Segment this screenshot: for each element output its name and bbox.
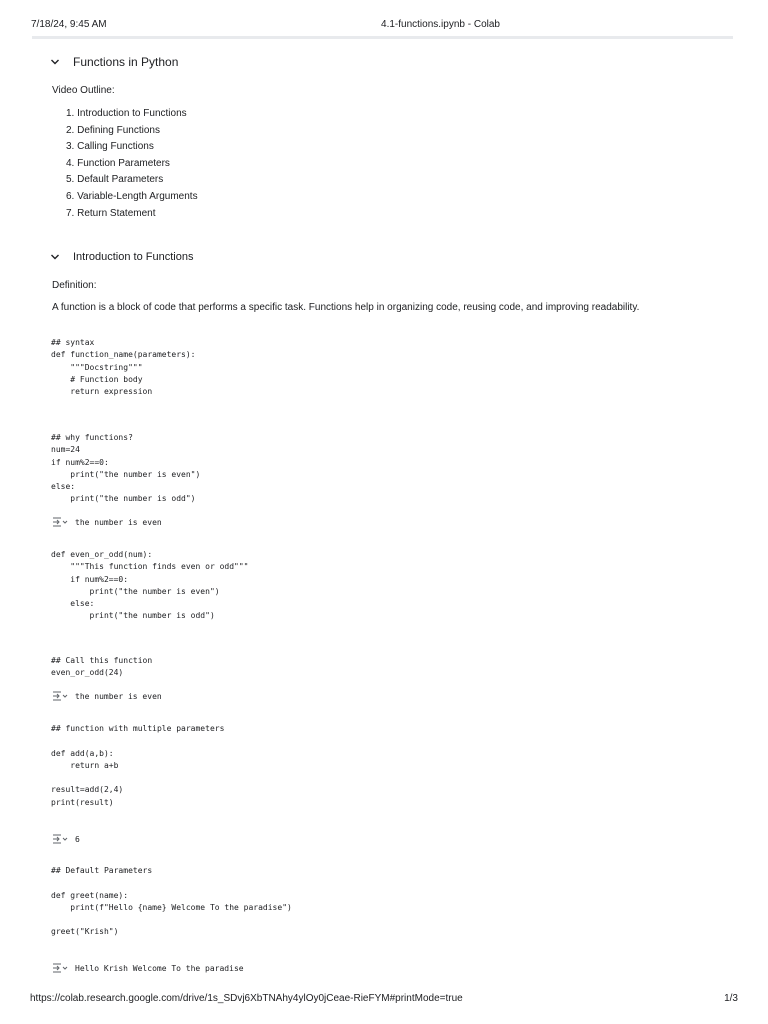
output-text: Hello Krish Welcome To the paradise [75,963,244,973]
cell-output [52,962,244,974]
code-cell-syntax[interactable]: ## syntax def function_name(parameters): """Docstring""" # Function body return expression [51,338,196,397]
output-icon[interactable] [52,833,68,845]
page-number: 1/3 [724,993,738,1004]
chevron-down-icon[interactable] [49,251,61,263]
print-header [0,19,768,33]
cell-output [52,516,162,528]
output-icon[interactable] [52,516,68,528]
code-cell-even-or-odd[interactable]: def even_or_odd(num): """This function finds even or odd""" if num%2==0: print("the number is even") else: print("the number is odd") [51,550,249,621]
list-item: 1. Introduction to Functions [66,108,187,119]
definition-text: A function is a block of code that performs a specific task. Functions help in organizing code, reusing code, and improving readability. [52,302,640,313]
output-text: the number is even [75,517,162,527]
header-rule [32,36,733,39]
code-cell-default-parameters[interactable]: ## Default Parameters def greet(name): print(f"Hello {name} Welcome To the paradise") greet("Krish") [51,866,292,937]
code-cell-call-function[interactable]: ## Call this function even_or_odd(24) [51,656,153,678]
cell-output [52,833,80,845]
definition-label: Definition: [52,280,97,291]
section-title: Introduction to Functions [73,251,194,263]
chevron-down-icon[interactable] [49,56,61,68]
section-title: Functions in Python [73,55,179,69]
list-item: 4. Function Parameters [66,157,170,169]
print-title: 4.1-functions.ipynb - Colab [381,19,500,30]
list-item: 6. Variable-Length Arguments [66,190,198,202]
output-text: 6 [75,834,80,844]
cell-output [52,690,162,702]
print-url: https://colab.research.google.com/drive/1s_SDvj6XbTNAhy4ylOy0jCeae-RieFYM#printMode=true [30,993,463,1004]
output-icon[interactable] [52,962,68,974]
code-cell-why-functions[interactable]: ## why functions? num=24 if num%2==0: print("the number is even") else: print("the number is odd") [51,433,201,504]
print-datetime: 7/18/24, 9:45 AM [31,19,107,30]
list-item: 5. Default Parameters [66,174,164,186]
list-item: 3. Calling Functions [66,141,154,153]
section-heading-functions[interactable] [49,55,178,69]
outline-list [66,107,198,223]
section-heading-intro[interactable] [49,251,193,263]
output-text: the number is even [75,691,162,701]
output-icon[interactable] [52,690,68,702]
list-item: 2. Defining Functions [66,124,160,136]
code-cell-multiple-parameters[interactable]: ## function with multiple parameters def add(a,b): return a+b result=add(2,4) print(result) [51,724,225,807]
list-item: 7. Return Statement [66,207,156,219]
video-outline-label: Video Outline: [52,85,115,96]
